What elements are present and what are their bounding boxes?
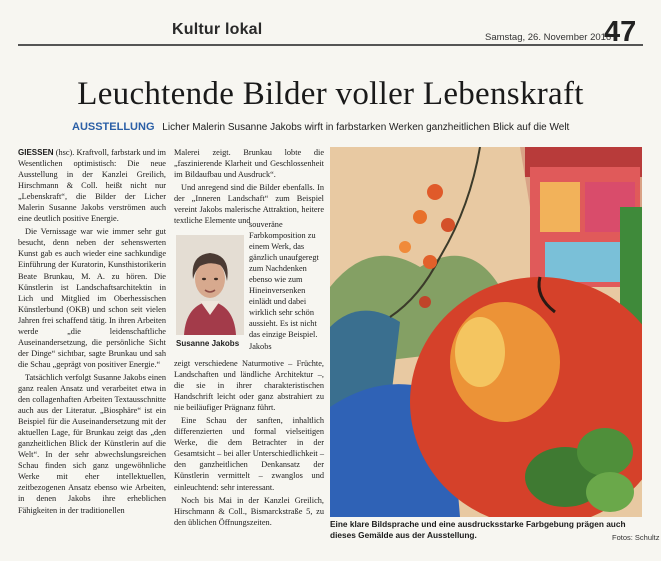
- dateline: GIESSEN: [18, 148, 54, 157]
- article-column-2: [174, 147, 324, 228]
- paragraph-6: zeigt verschiedene Naturmotive – Früchte, Landschaften und ländliche Architektur –, die sie in ihrer charakteristischen Handschrift leicht oder ganz abstrahiert zu nie beiläufiger Prägnanz führt.: [174, 359, 324, 413]
- paragraph-8: Noch bis Mai in der Kanzlei Greilich, Hirschmann & Coll., Bismarckstraße 5, zu den üblichen Öffnungszeiten.: [174, 495, 324, 527]
- paragraph-7: Eine Schau der sanften, inhaltlich differenzierten und formal vielseitigen Werke, die dem Betrachter in der Gesamtsicht – bei aller Unterschiedlichkeit – den ganzheitlichen Denkansatz der Künstlerin vermittelt – zwanglos und einleuchtend: sehr interessant.: [174, 416, 324, 492]
- painting-photo: [330, 147, 642, 517]
- paragraph-5-continued: souveräne Farbkomposition zu einem Werk, das gänzlich unaufgeregt zum Nachdenken ebenso wie zum Hineinversenken einlädt und dabei wirklich sehr schön aussieht. Es ist nicht das einzige Beispiel. Jakobs: [249, 220, 319, 351]
- painting-caption: Eine klare Bildsprache und eine ausdrucksstarke Farbgebung prägen auch dieses Gemälde aus der Ausstellung.: [330, 519, 626, 540]
- article-column-2-bottom: [174, 358, 324, 530]
- paragraph-1: (hsc). Kraftvoll, farbstark und im Wesentlichen optimistisch: Die neue Ausstellung in der Kanzlei Greilich, Hirschmann & Coll. heißt nicht nur „Lebenskraft“, die Bilder der Licher Malerin Susanne Jakobs verströmen auch eine deutlich positive Energie.: [18, 148, 166, 224]
- photo-credit: Fotos: Schultz: [612, 533, 660, 542]
- header-rule: [18, 44, 643, 46]
- section-title: Kultur lokal: [172, 21, 263, 38]
- portrait-photo: [176, 235, 244, 335]
- paragraph-2: Die Vernissage war wie immer sehr gut besucht, denn neben der sehenswerten Kunst gab es auch wieder eine sachkundige Einführung der Kuratorin, Kunsthistorikerin Beate Brunkau, M. A. zu hören. Die Künstlerin ist Landschaftsarchitektin in Lich und Mitglied im Oberhessischen Künstlerbund (OKB) und schon seit vielen Jahren frei schaffend tätig. In ihren Arbeiten werde „die leidenschaftliche Auseinandersetzung, die persönliche Sicht der Dinge“ sichtbar, sagte Brunkau und sah die Schau „geprägt von positiver Energie.“: [18, 227, 166, 369]
- portrait-caption: Susanne Jakobs: [176, 339, 240, 348]
- kicker-row: [72, 121, 652, 133]
- paragraph-5: Und anregend sind die Bilder ebenfalls. In der „Inneren Landschaft“ zum Beispiel vereint Jakobs malerische Attraktion, heitere textliche Elemente und: [174, 183, 324, 226]
- paragraph-3: Tatsächlich verfolgt Susanne Jakobs einen ganz realen Ansatz und verarbeitet etwa in den collagenhaften Arbeiten Textausschnitte auch aus der Literatur. „Biosphäre“ ist ein Beispiel für die Auseinandersetzung mit der aktuellen Lage, für Brunkau zeigt das „den ganzheitlichen Blick der Künstlerin auf die Welt“. In der sehr abwechslungsreichen Schau finden sich ganz ungewöhnliche Werke mit eher intellektuellen, zeitbezogenen Ansatz ebenso wie Arbeiten, in denen Jakobs ihre erheblichen Fähigkeiten in der traditionellen: [18, 372, 166, 515]
- article-column-2-wrap: [249, 219, 324, 354]
- kicker: AUSSTELLUNG: [72, 121, 155, 133]
- subheadline: Licher Malerin Susanne Jakobs wirft in farbstarken Werken ganzheitlichen Blick auf die Welt: [162, 122, 570, 133]
- publication-date: Samstag, 26. November 2016: [485, 32, 612, 43]
- page-number: 47: [604, 16, 637, 48]
- article-column-1: [18, 147, 166, 518]
- paragraph-4: Malerei zeigt. Brunkau lobte die „faszinierende Klarheit und Geschlossenheit im Bildaufbau und Ausdruck“.: [174, 148, 324, 180]
- headline: Leuchtende Bilder voller Lebenskraft: [77, 76, 584, 112]
